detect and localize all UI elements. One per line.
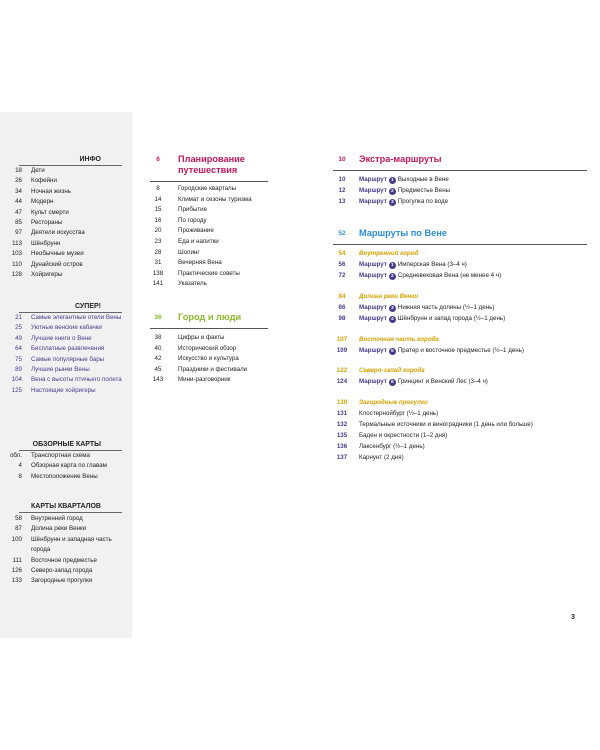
list-item[interactable]: 40 Исторический обзор [154, 344, 237, 352]
list-item[interactable]: 136 Лаксенбург (½–1 день) [336, 443, 425, 450]
list-item[interactable]: 64 Бесплатные развлечения [15, 345, 105, 353]
list-item[interactable]: 89 Лучшие рынки Вены [15, 366, 90, 374]
list-item[interactable]: 14 Климат и сезоны туризма [154, 195, 252, 203]
list-item[interactable]: 133 Загородные прогулки [11, 577, 93, 585]
section-title[interactable]: Планирование путешествия [178, 154, 245, 175]
list-item[interactable]: 97 Деятели искусства [15, 229, 85, 237]
list-item[interactable]: 126 Северо-запад города [11, 567, 93, 575]
section-title[interactable]: Экстра-маршруты [359, 154, 442, 164]
list-item[interactable]: 128 Хойригеры [11, 271, 63, 279]
list-item[interactable]: обл. Транспортная схема [9, 452, 90, 459]
divider [19, 512, 122, 513]
list-item[interactable]: 20 Проживание [154, 227, 214, 235]
list-item[interactable]: 113 Шёнбрунн [12, 239, 61, 247]
route-number-badge: 3 [389, 199, 396, 206]
list-item[interactable]: 4 Обзорная карта по главам [18, 462, 107, 470]
list-item[interactable]: 25 Уютные венские кабачки [15, 324, 102, 332]
list-item[interactable]: 38 Цифры и факты [154, 334, 225, 341]
divider [333, 244, 587, 245]
section-title[interactable]: Город и люди [178, 312, 242, 322]
page-number: 3 [571, 614, 575, 621]
divider [150, 328, 268, 329]
route-row[interactable]: 124 Маршрут 6 Гринцинг и Венский Лес (3–4 ч) [336, 378, 488, 385]
route-number-badge: 2 [389, 188, 396, 195]
list-item[interactable]: 103 Необычные музеи [11, 250, 84, 258]
route-number-badge: 1 [389, 177, 396, 184]
list-item[interactable]: 34 Ночная жизнь [15, 187, 71, 195]
sidebar-list-overview-maps [0, 451, 132, 482]
list-item[interactable]: 18 Дети [15, 167, 45, 174]
list-item[interactable]: 131 Клостернойбург (½–1 день) [336, 410, 439, 417]
list-item[interactable]: 137 Карнунт (2 дня) [336, 454, 404, 461]
list-item[interactable]: 26 Кофейни [15, 177, 57, 185]
subsection-header[interactable]: 84 Долина реки Венки [338, 293, 419, 300]
sidebar-heading-district-maps: КАРТЫ КВАРТАЛОВ [31, 503, 101, 510]
list-item[interactable]: 8 Местоположение Вены [18, 472, 98, 480]
section-page-number: 10 [338, 156, 346, 163]
list-item[interactable]: 125 Настоящие хойригеры [11, 386, 96, 394]
list-item[interactable]: 87 Долина реки Венки [15, 525, 87, 533]
sidebar-list-district-maps [0, 514, 132, 587]
list-item[interactable]: 141 Указатель [152, 280, 207, 288]
route-row[interactable]: 109 Маршрут 5 Пратер и восточное предместье (½–1 день) [336, 347, 524, 354]
subsection-header[interactable]: 130 Загородные прогулки [336, 399, 428, 406]
section-page-number: 36 [154, 314, 162, 321]
sidebar-heading-info: ИНФО [79, 156, 101, 163]
route-row[interactable]: 12 Маршрут 2 Предместье Вены [338, 187, 451, 194]
list-item[interactable]: 58 Внутренний город [15, 515, 83, 522]
subsection-header[interactable]: 54 Внутренний город [338, 250, 419, 257]
list-item[interactable]: 75 Самые популярные бары [15, 355, 105, 363]
section-page-number: 6 [156, 156, 160, 163]
list-item[interactable]: 110 Дунайский остров [12, 260, 83, 268]
list-item[interactable]: 49 Лучшие книги о Вене [15, 334, 92, 342]
route-row[interactable]: 72 Маршрут 2 Средневековая Вена (не менее 4 ч) [338, 272, 502, 279]
route-row[interactable]: 13 Маршрут 3 Прогулка по воде [338, 198, 449, 205]
sidebar-heading-super: СУПЕР! [74, 303, 101, 310]
list-item[interactable]: 15 Прибытие [154, 206, 208, 214]
list-item[interactable]: 85 Рестораны [15, 219, 63, 227]
list-item[interactable]: 111 Восточное предместье [12, 556, 97, 564]
route-number-badge: 6 [389, 379, 396, 386]
section-header-vienna-routes [333, 228, 587, 246]
list-item[interactable]: 21 Самые элегантные отели Вены [15, 314, 122, 321]
list-item[interactable]: 104 Вена с высоты птичьего полета [11, 376, 122, 384]
list-item[interactable]: 16 По городу [154, 216, 207, 224]
section-header-planning [150, 154, 268, 186]
list-item[interactable]: 44 Модерн [15, 198, 54, 206]
list-item[interactable]: 42 Искусство и культура [154, 355, 239, 363]
list-item[interactable]: 23 Еда и напитки [154, 237, 219, 245]
divider [333, 170, 587, 171]
list-item[interactable]: 132 Термальные источники и виноградники (1 день или больше) [336, 421, 533, 428]
list-item[interactable]: 100 Шёнбрунн и западная часть города [11, 535, 112, 554]
route-row[interactable]: 86 Маршрут 3 Нижняя часть долины (½–1 день) [338, 304, 495, 311]
route-number-badge: 5 [389, 348, 396, 355]
planning-list [150, 184, 275, 290]
route-number-badge: 3 [389, 305, 396, 312]
city-list [150, 333, 275, 386]
section-page-number: 52 [338, 230, 346, 237]
list-item[interactable]: 135 Баден и окрестности (1–2 дня) [336, 432, 448, 439]
list-item[interactable]: 45 Праздники и фестивали [154, 365, 248, 373]
route-number-badge: 1 [389, 262, 396, 269]
subsection-header[interactable]: 107 Восточная часть города [336, 336, 439, 343]
section-title[interactable]: Маршруты по Вене [359, 228, 447, 238]
divider [150, 181, 268, 182]
route-row[interactable]: 98 Маршрут 4 Шёнбрунн и запад города (½–1 день) [338, 315, 506, 322]
route-row[interactable]: 56 Маршрут 1 Имперская Вена (3–4 ч) [338, 261, 467, 268]
route-number-badge: 4 [389, 316, 396, 323]
list-item[interactable]: 143 Мини-разговорник [152, 376, 231, 384]
section-header-city [150, 312, 268, 330]
sidebar-list-super [0, 313, 132, 396]
list-item[interactable]: 31 Вечерняя Вена [154, 259, 222, 267]
section-header-extra-routes [333, 154, 587, 172]
list-item[interactable]: 28 Шопинг [154, 248, 200, 256]
list-item[interactable]: 8 Городские кварталы [156, 185, 237, 192]
sidebar-list-info [0, 166, 132, 280]
list-item[interactable]: 47 Культ смерти [15, 208, 69, 216]
subsection-header[interactable]: 122 Северо-запад города [336, 367, 425, 374]
list-item[interactable]: 138 Практические советы [152, 269, 240, 277]
sidebar-heading-overview-maps: ОБЗОРНЫЕ КАРТЫ [32, 441, 101, 448]
route-number-badge: 2 [389, 273, 396, 280]
route-row[interactable]: 10 Маршрут 1 Выходные в Вене [338, 176, 449, 183]
